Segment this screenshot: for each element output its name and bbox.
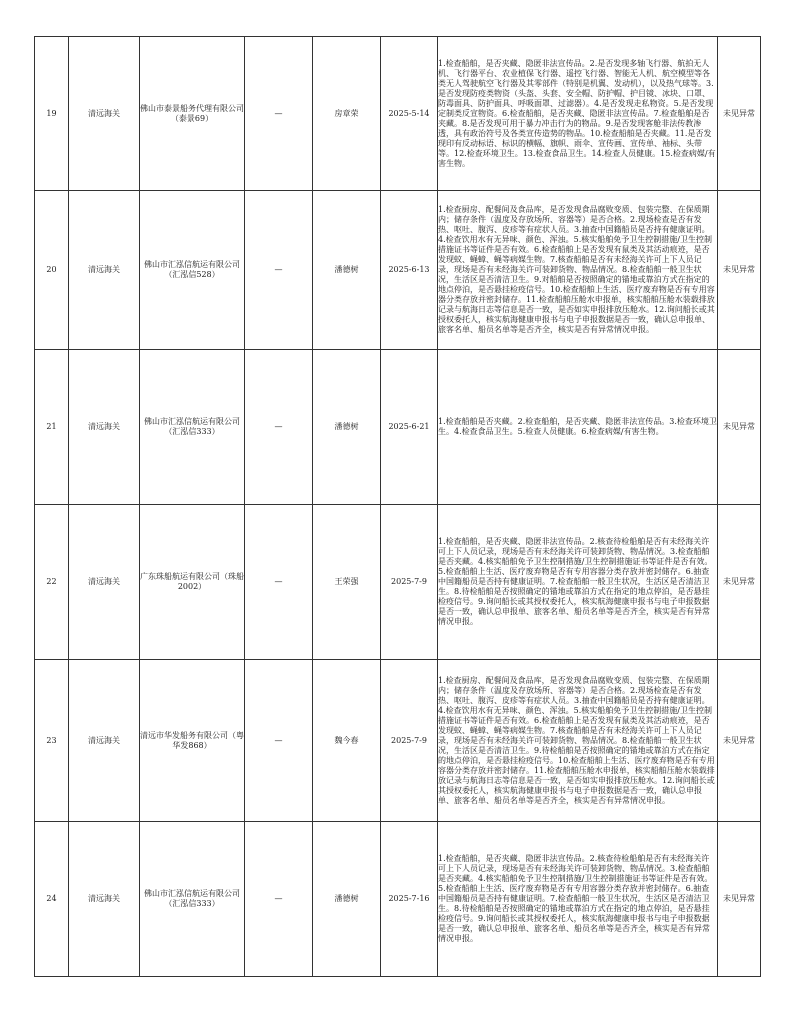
inspection-result: 未见异常: [718, 191, 761, 350]
row-number: 21: [35, 350, 69, 505]
inspector-name: 房章荣: [313, 37, 381, 191]
table-row: [35, 37, 761, 191]
ship-operator: 佛山市汇泓信航运有限公司（汇泓信528）: [140, 191, 245, 350]
placeholder-dash: —: [245, 822, 313, 977]
inspection-table: [34, 36, 761, 977]
customs-office: 清远海关: [69, 191, 140, 350]
inspector-name: 潘德树: [313, 350, 381, 505]
inspection-result: 未见异常: [718, 37, 761, 191]
row-number: 24: [35, 822, 69, 977]
inspector-name: 王荣强: [313, 505, 381, 660]
row-number: 19: [35, 37, 69, 191]
table-row: [35, 191, 761, 350]
customs-office: 清远海关: [69, 822, 140, 977]
row-number: 22: [35, 505, 69, 660]
inspector-name: 魏今春: [313, 660, 381, 822]
inspection-result: 未见异常: [718, 660, 761, 822]
inspection-items: 1.检查船舶，是否夹藏、隐匿非法宣传品。2.核查待检船舶是否有未经海关许可上下人员记录，现场是否有未经海关许可装卸货物、物品情况。3.检查船舶是否夹藏。4.核实船舶免予卫生控制措施/卫生控制措施证书等证件是否有效。5.检查船舶上生活、医疗废弃物是否有专用容器分类存放并密封储存。6.抽查中国籍船员是否持有健康证明。7.检查船舶一般卫生状况，生活区是否清洁卫生。8.待检船舶是否按照确定的锚地或靠泊方式在指定的地点停泊，是否悬挂检疫信号。9.询问船长或其授权委托人，核实航海健康申报书与电子申报数据是否一致，确认总申报单、旅客名单、船员名单等是否齐全，核实是否有异常情况申报。: [438, 505, 718, 660]
inspection-date: 2025-6-21: [381, 350, 438, 505]
inspection-items: 1.检查船舶，是否夹藏、隐匿非法宣传品。2.核查待检船舶是否有未经海关许可上下人员记录，现场是否有未经海关许可装卸货物、物品情况。3.检查船舶是否夹藏。4.核实船舶免予卫生控制措施/卫生控制措施证书等证件是否有效。5.检查船舶上生活、医疗废弃物是否有专用容器分类存放并密封储存。6.抽查中国籍船员是否持有健康证明。7.检查船舶一般卫生状况，生活区是否清洁卫生。8.待检船舶是否按照确定的锚地或靠泊方式在指定的地点停泊，是否悬挂检疫信号。9.询问船长或其授权委托人，核实航海健康申报书与电子申报数据是否一致，确认总申报单、旅客名单、船员名单等是否齐全，核实是否有异常情况申报。: [438, 822, 718, 977]
customs-office: 清远海关: [69, 37, 140, 191]
inspection-items: 1.检查厨房、配餐间及食品库，是否发现食品腐败变质、包装完整、在保质期内；储存条件（温度及存放场所、容器等）是否合格。2.现场检查是否有发热、呕吐、腹泻、皮疹等有症状人员。3.抽查中国籍船员是否持有健康证明。4.检查饮用水有无异味、颜色、浑浊。5.核实船舶免予卫生控制措施/卫生控制措施证书等证件是否有效。6.检查船舶上是否发现有鼠类及其活动痕迹，是否发现蚊、蝇蟑、蝇等病媒生物。7.核查船舶是否有未经海关许可上下人员记录，现场是否有未经海关许可装卸货物、物品情况。8.检查船舶一般卫生状况，生活区是否清洁卫生。9.对船舶是否按照确定的锚地或靠泊方式在指定的地点停泊，是否悬挂检疫信号。10.检查船舶上生活、医疗废弃物是否有专用容器分类存放并密封储存。11.检查船舶压舱水申报单，核实船舶压舱水装载排放记录与航海日志等信息是否一致，是否如实申报排放压舱水。12.询问船长或其授权委托人，核实航海健康申报书与电子申报数据是否一致，确认总申报单、旅客名单、船员名单等是否齐全，核实是否有异常情况申报。: [438, 191, 718, 350]
inspection-result: 未见异常: [718, 350, 761, 505]
placeholder-dash: —: [245, 191, 313, 350]
inspection-items: 1.检查厨房、配餐间及食品库，是否发现食品腐败变质、包装完整、在保质期内；储存条件（温度及存放场所、容器等）是否合格。2.现场检查是否有发热、呕吐、腹泻、皮疹等有症状人员。3.抽查中国籍船员是否持有健康证明。4.检查饮用水有无异味、颜色、浑浊。5.核实船舶免予卫生控制措施/卫生控制措施证书等证件是否有效。6.检查船舶上是否发现有鼠类及其活动痕迹，是否发现蚊、蝇蟑、蝇等病媒生物。7.核查船舶是否有未经海关许可上下人员记录，现场是否有未经海关许可装卸货物、物品情况。8.检查船舶一般卫生状况，生活区是否清洁卫生。9.待检船舶是否按照确定的锚地或靠泊方式在指定的地点停泊，是否悬挂检疫信号。10.检查船舶上生活、医疗废弃物是否有专用容器分类存放并密封储存。11.检查船舶压舱水申报单，核实船舶压舱水装载排放记录与航海日志等信息是否一致，是否如实申报排放压舱水。12.询问船长或其授权委托人，核实航海健康申报书与电子申报数据是否一致，确认总申报单、旅客名单、船员名单等是否齐全，核实是否有异常情况申报。: [438, 660, 718, 822]
table-row: [35, 350, 761, 505]
ship-operator: 佛山市汇泓信航运有限公司（汇泓信333）: [140, 350, 245, 505]
table-row: [35, 660, 761, 822]
table-row: [35, 822, 761, 977]
customs-office: 清远海关: [69, 660, 140, 822]
inspection-date: 2025-7-9: [381, 660, 438, 822]
inspector-name: 潘德树: [313, 191, 381, 350]
inspection-items: 1.检查船舶，是否夹藏、隐匿非法宣传品。2.是否发现多轴飞行器、航拍无人机、飞行器平台、农业植保飞行器、遥控飞行器、智能无人机、航空模型等各类无人驾驶航空飞行器及其零部件（特别是机翼、发动机），以及热气球等。3.是否发现防疫类物资（头盔、头套、安全帽、防护帽、护目镜、冰块、口罩、防毒面具、防护面具、呼吸面罩、过滤器）。4.是否发现走私物资。5.是否发现定制类反宣物资。6.检查船舶，是否夹藏、隐匿非法宣传品。7.检查船舶是否夹藏。8.是否发现可用于暴力冲击行为的物品。9.是否发现客舱非法传教渗透，具有政治符号及各类宣传造势的物品。10.检查船舶是否夹藏。11.是否发现印有反动标语、标识的横幅、旗帜、雨伞、宣传画、宣传单、袖标、头带等。12.检查环境卫生。13.检查食品卫生。14.检查人员健康。15.检查病媒/有害生物。: [438, 37, 718, 191]
ship-operator: 广东珠船航运有限公司（珠船2002）: [140, 505, 245, 660]
inspection-items: 1.检查船舶是否夹藏。2.检查船舶，是否夹藏、隐匿非法宣传品。3.检查环境卫生。4.检查食品卫生。5.检查人员健康。6.检查病媒/有害生物。: [438, 350, 718, 505]
inspection-date: 2025-7-9: [381, 505, 438, 660]
inspection-result: 未见异常: [718, 822, 761, 977]
inspection-date: 2025-5-14: [381, 37, 438, 191]
placeholder-dash: —: [245, 350, 313, 505]
table-row: [35, 505, 761, 660]
inspection-result: 未见异常: [718, 505, 761, 660]
placeholder-dash: —: [245, 505, 313, 660]
customs-office: 清远海关: [69, 505, 140, 660]
placeholder-dash: —: [245, 37, 313, 191]
row-number: 23: [35, 660, 69, 822]
ship-operator: 佛山市汇泓信航运有限公司（汇泓信333）: [140, 822, 245, 977]
placeholder-dash: —: [245, 660, 313, 822]
row-number: 20: [35, 191, 69, 350]
ship-operator: 清远市华发船务有限公司（粤华发868）: [140, 660, 245, 822]
inspection-date: 2025-6-13: [381, 191, 438, 350]
inspector-name: 潘德树: [313, 822, 381, 977]
inspection-date: 2025-7-16: [381, 822, 438, 977]
customs-office: 清远海关: [69, 350, 140, 505]
ship-operator: 佛山市泰景船务代理有限公司（泰景69）: [140, 37, 245, 191]
